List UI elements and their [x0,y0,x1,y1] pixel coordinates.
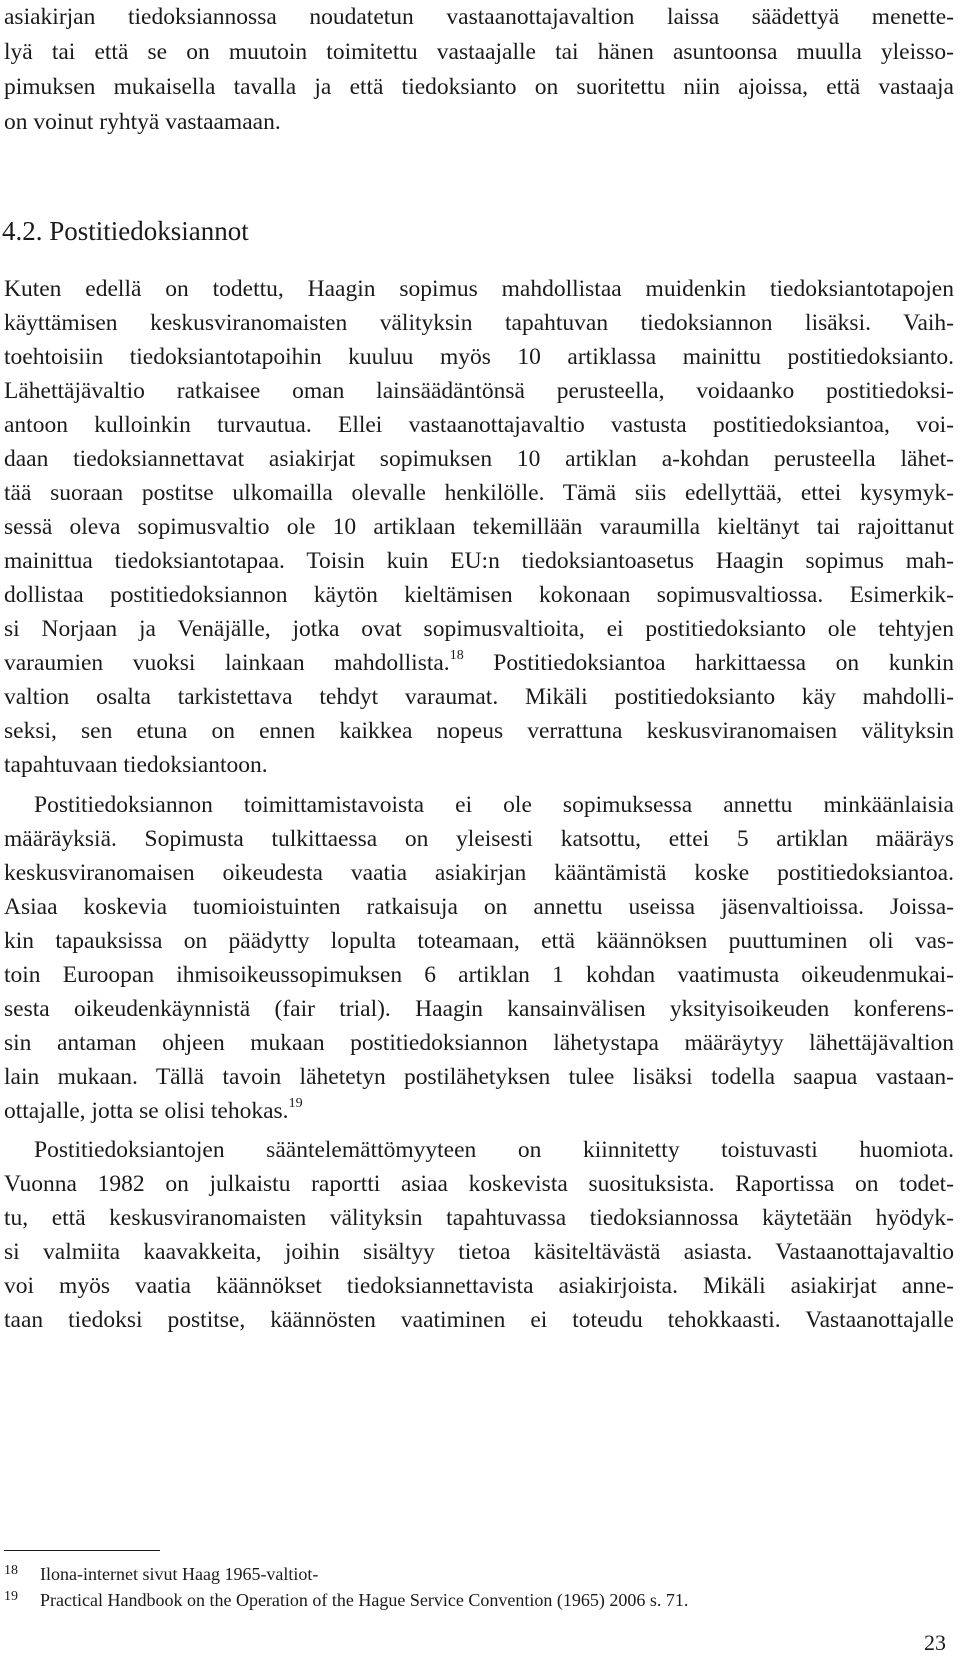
body-text-line: Postitiedoksiannon toimittamistavoista ei ole sopimuksessa annettu minkäänlaisia [34,792,954,818]
body-text-line: seksi, sen etuna on ennen kaikkea nopeus verrattuna keskusviranomaisen välityksin [4,718,954,744]
body-text-line: määräyksiä. Sopimusta tulkittaessa on yleisesti katsottu, ettei 5 artiklan määräys [4,826,954,852]
body-text-line: si Norjaan ja Venäjälle, jotka ovat sopimusvaltioita, ei postitiedoksianto ole tehtyjen [4,616,954,642]
footnote-ref-18[interactable]: 18 [449,648,464,664]
body-text-line: toin Euroopan ihmisoikeussopimuksen 6 artiklan 1 kohdan vaatimusta oikeudenmukai- [4,962,954,988]
body-text-line: dollistaa postitiedoksiannon käytön kieltämisen kokonaan sopimusvaltiossa. Esimerkik- [4,582,954,608]
footnote-19 [4,1588,688,1612]
body-text-line: sessä oleva sopimusvaltio ole 10 artiklaan tekemillään varaumilla kieltänyt tai rajoittanut [4,514,954,540]
footnote-ref-19[interactable]: 19 [288,1096,303,1112]
body-text-line: pimuksen mukaisella tavalla ja että tiedoksianto on suoritettu niin ajoissa, että vastaaja [4,74,954,100]
body-text-line: sin antaman ohjeen mukaan postitiedoksiannon lähetystapa määräytyy lähettäjävaltion [4,1030,954,1056]
footnote-number: 18 [4,1563,18,1578]
body-text-line: valtion osalta tarkistettava tehdyt varaumat. Mikäli postitiedoksianto käy mahdolli- [4,684,954,710]
body-text-line: Postitiedoksiantojen sääntelemättömyyteen on kiinnitetty toistuvasti huomiota. [34,1137,954,1163]
body-text-line: kin tapauksissa on päädytty lopulta toteamaan, että käännöksen puuttuminen oli vas- [4,928,954,954]
footnote-18 [4,1562,318,1586]
body-text-line: käyttämisen keskusviranomaisten välityksin tapahtuvan tiedoksiannon lisäksi. Vaih- [4,310,954,336]
body-text-line: tapahtuvaan tiedoksiantoon. [4,752,268,778]
body-text-line: tu, että keskusviranomaisten välityksin tapahtuvassa tiedoksiannossa käytetään hyödyk- [4,1205,954,1231]
body-text-line: on voinut ryhtyä vastaamaan. [4,109,281,135]
body-text-line: asiakirjan tiedoksiannossa noudatetun vastaanottajavaltion laissa säädettyä menette- [4,4,954,30]
body-text-line: mainittua tiedoksiantotapaa. Toisin kuin EU:n tiedoksiantoasetus Haagin sopimus mah- [4,548,954,574]
footnote-divider [4,1550,160,1551]
body-text-line: lain mukaan. Tällä tavoin lähetetyn postilähetyksen tulee lisäksi todella saapua vastaan- [4,1064,954,1090]
section-number: 4.2. [2,216,43,246]
footnote-text: Ilona-internet sivut Haag 1965-valtiot- [40,1564,319,1584]
section-title: Postitiedoksiannot [49,216,249,246]
body-text-line: toehtoisiin tiedoksiantotapoihin kuuluu myös 10 artiklassa mainittu postitiedoksianto. [4,344,954,370]
body-text-line: tää suoraan postitse ulkomailla olevalle henkilölle. Tämä siis edellyttää, ettei kysymyk- [4,480,954,506]
body-text-line: lyä tai että se on muutoin toimitettu vastaajalle tai hänen asuntoonsa muulla yleisso- [4,39,954,65]
text-fragment: Postitiedoksiantoa harkittaessa on kunkin [463,650,954,676]
body-text-line: keskusviranomaisen oikeudesta vaatia asiakirjan kääntämistä koske postitiedoksiantoa. [4,860,954,886]
body-text-line: taan tiedoksi postitse, käännösten vaatiminen ei toteudu tehokkaasti. Vastaanottajalle [4,1307,954,1333]
footnote-text: Practical Handbook on the Operation of the Hague Service Convention (1965) 2006 s. 71. [40,1590,689,1610]
body-text-line: voi myös vaatia käännökset tiedoksiannettavista asiakirjoista. Mikäli asiakirjat anne- [4,1273,954,1299]
section-heading [2,213,249,249]
body-text-line: Vuonna 1982 on julkaistu raportti asiaa koskevista suosituksista. Raportissa on todet- [4,1171,954,1197]
body-text-line: sesta oikeudenkäynnistä (fair trial). Haagin kansainvälisen yksityisoikeuden konferens- [4,996,954,1022]
body-text-line: Lähettäjävaltio ratkaisee oman lainsäädäntönsä perusteella, voidaanko postitiedoksi- [4,378,954,404]
body-text-line: daan tiedoksiannettavat asiakirjat sopimuksen 10 artiklan a-kohdan perusteella lähet- [4,446,954,472]
body-text-line-with-footnote [4,646,954,680]
text-fragment: varaumien vuoksi lainkaan mahdollista. [4,650,450,676]
body-text-line: antoon kulloinkin turvautua. Ellei vastaanottajavaltio vastusta postitiedoksiantoa, voi- [4,412,954,438]
text-fragment: ottajalle, jotta se olisi tehokas. [4,1098,289,1124]
page-number: 23 [924,1630,946,1655]
footnote-number: 19 [4,1589,18,1604]
body-text-line-with-footnote [4,1094,954,1128]
body-text-line: si valmiita kaavakkeita, joihin sisältyy tietoa käsiteltävästä asiasta. Vastaanottajavaltio [4,1239,954,1265]
body-text-line: Kuten edellä on todettu, Haagin sopimus mahdollistaa muidenkin tiedoksiantotapojen [4,276,954,302]
body-text-line: Asiaa koskevia tuomioistuinten ratkaisuja on annettu useissa jäsenvaltioissa. Joissa- [4,894,954,920]
